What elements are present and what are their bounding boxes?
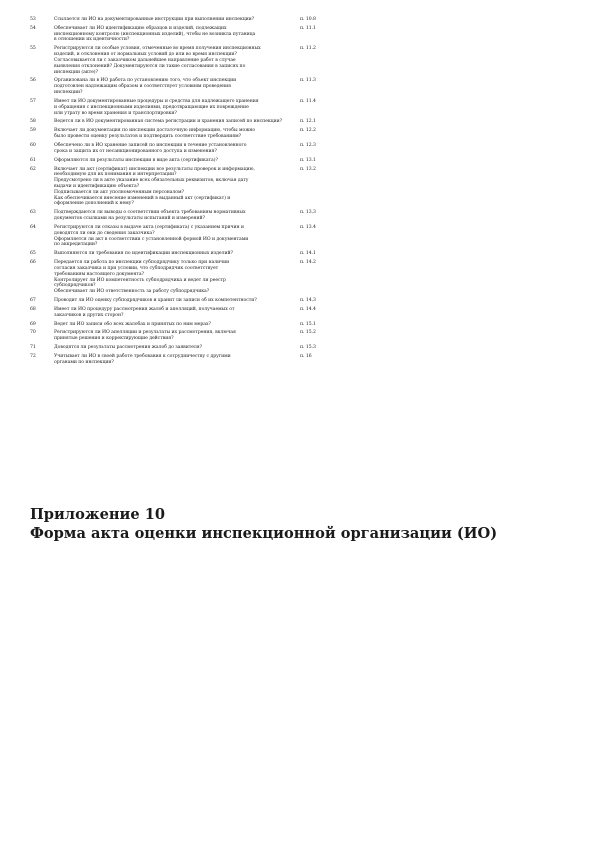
checklist-row — [30, 298, 330, 304]
checklist-row — [30, 210, 330, 222]
row-question: Выполняются ли требования по идентификации инспекционных изделий? — [54, 251, 233, 257]
row-clause-reference: п. 14.1 — [300, 251, 316, 257]
checklist-row — [30, 260, 330, 295]
row-number: 67 — [30, 297, 36, 303]
row-question: Подтверждаются ли выводы о соответствии объекта требованиям нормативных документов ссылками на результаты испытаний и измерений? — [54, 210, 246, 222]
checklist-row — [30, 143, 330, 155]
checklist-row — [30, 158, 330, 164]
row-number: 62 — [30, 166, 36, 172]
row-question: Передается ли работа по инспекции субподрядчику только при наличии согласия заказчика и при условии, что субподрядчик соответствует требованиям настоящего документа? Контролирует ли ИО компетентность субподрядчика и ведет ли реестр субподрядчиков? Обеспечивает ли ИО ответственность за работу субподрядчика? — [54, 260, 230, 295]
row-clause-reference: п. 12.3 — [300, 143, 316, 148]
checklist-row — [30, 46, 330, 75]
row-clause-reference: п. 14.2 — [300, 260, 316, 266]
row-number: 64 — [30, 224, 36, 230]
checklist-row — [30, 251, 330, 257]
row-number: 71 — [30, 345, 36, 351]
row-number: 58 — [30, 119, 36, 125]
row-question: Регистрируются ли отказы в выдаче акта (сертификата) с указанием причин и доводятся ли они до сведения заказчика? Оформляется ли акт в соответствии с установленной формой ИО и документами по аккредитации? — [54, 224, 249, 248]
row-number: 53 — [30, 17, 36, 22]
row-clause-reference: п. 10.8 — [300, 17, 316, 22]
row-number: 61 — [30, 157, 36, 163]
row-question: Включает ли документация по инспекции достаточную информацию, чтобы можно было провести оценку результатов и подтвердить соответствие требованиям? — [54, 128, 256, 140]
row-number: 57 — [30, 98, 36, 104]
row-question: Ведет ли ИО записи обо всех жалобах и принятых по ним мерах? — [54, 321, 211, 327]
row-question: Организована ли в ИО работа по установлению того, что объект инспекции подготовлен надлежащим образом и соответствует условиям проведения инспекции? — [54, 78, 237, 96]
row-clause-reference: п. 11.2 — [300, 46, 316, 52]
row-number: 60 — [30, 143, 36, 148]
row-clause-reference: п. 13.3 — [300, 210, 316, 216]
checklist-row — [30, 128, 330, 140]
row-clause-reference: п. 11.3 — [300, 78, 316, 84]
checklist-row — [30, 99, 330, 116]
row-number: 65 — [30, 251, 36, 257]
row-question: Имеет ли ИО документированные процедуры и средства для надлежащего хранения и обращения с инспекционными изделиями, предотвращающие их повреждение или утрату во время хранения и транспортировки? — [54, 98, 259, 116]
checklist-row — [30, 345, 330, 351]
row-clause-reference: п. 13.4 — [300, 224, 316, 230]
appendix-subtitle: Форма акта оценки инспекционной организации (ИО) — [30, 525, 498, 542]
row-question: Обеспечено ли в ИО хранение записей по инспекции в течение установленного срока и защита их от несанкционированного доступа и изменения? — [54, 143, 247, 154]
row-number: 72 — [30, 354, 36, 360]
row-question: Учитывает ли ИО в своей работе требования к сотрудничеству с другими органами по инспекции? — [54, 354, 231, 365]
row-number: 70 — [30, 330, 36, 336]
checklist-row — [30, 167, 330, 208]
row-clause-reference: п. 13.2 — [300, 166, 316, 172]
checklist-row — [30, 78, 330, 95]
row-clause-reference: п. 15.3 — [300, 345, 316, 351]
row-number: 54 — [30, 25, 36, 31]
row-number: 56 — [30, 78, 36, 84]
row-clause-reference: п. 15.1 — [300, 321, 316, 327]
row-question: Регистрируются ли ИО апелляции и результаты их рассмотрения, включая принятые решения и корректирующие действия? — [54, 330, 236, 342]
checklist-row — [30, 26, 330, 43]
checklist-row — [30, 307, 330, 319]
row-clause-reference: п. 15.2 — [300, 330, 316, 336]
row-clause-reference: п. 14.4 — [300, 306, 316, 312]
row-question: Оформляются ли результаты инспекции в виде акта (сертификата)? — [54, 157, 218, 163]
row-question: Включает ли акт (сертификат) инспекции все результаты проверок и информацию, необходимую для их понимания и интерпретации? Предусмотрено ли в акте указание всех обязательных реквизитов, включая дату выдачи и идентификацию объекта? Подписывается ли акт уполномоченным персоналом? Как обеспечивается внесение изменений в выданный акт (сертификат) и оформление дополнений к нему? — [54, 166, 255, 207]
row-clause-reference: п. 13.1 — [300, 157, 316, 163]
row-question: Обеспечивает ли ИО идентификацию образцов и изделий, подлежащих инспекционному контролю (инспекционных изделий), чтобы не возникла путаница в отношении их идентичности? — [54, 25, 256, 43]
checklist-row — [30, 225, 330, 248]
row-question: Ведется ли в ИО документированная система регистрации и хранения записей по инспекции? — [54, 119, 283, 125]
checklist-table — [30, 17, 330, 369]
checklist-row — [30, 119, 330, 125]
row-question: Ссылается ли ИО на документированные инструкции при выполнении инспекции? — [54, 17, 255, 22]
row-question: Регистрируются ли особые условия, отмеченные во время получения инспекционных изделий, и отклонения от нормальных условий до или во время инспекции? Согласовывается ли с заказчиком дальнейшее направление работ в случае выявления отклонений? Документируются ли такие согласования в записях по инспекции (акте)? — [54, 46, 261, 75]
row-clause-reference: п. 14.3 — [300, 297, 316, 303]
row-clause-reference: п. 11.1 — [300, 25, 316, 31]
appendix-heading — [30, 505, 497, 543]
row-number: 66 — [30, 260, 36, 266]
row-clause-reference: п. 12.1 — [300, 119, 316, 125]
row-question: Проводит ли ИО оценку субподрядчиков и хранит ли записи об их компетентности? — [54, 297, 257, 303]
checklist-row — [30, 330, 330, 342]
checklist-row — [30, 354, 330, 366]
row-clause-reference: п. 16 — [300, 354, 312, 360]
row-number: 68 — [30, 306, 36, 312]
checklist-row — [30, 17, 330, 23]
checklist-row — [30, 322, 330, 328]
row-clause-reference: п. 12.2 — [300, 128, 316, 134]
row-question: Доводятся ли результаты рассмотрения жалоб до заявителя? — [54, 345, 203, 351]
row-number: 55 — [30, 46, 36, 52]
row-number: 59 — [30, 128, 36, 134]
row-question: Имеет ли ИО процедуру рассмотрения жалоб и апелляций, получаемых от заказчиков и других сторон? — [54, 306, 235, 318]
row-clause-reference: п. 11.4 — [300, 98, 316, 104]
row-number: 63 — [30, 210, 36, 216]
appendix-title: Приложение 10 — [30, 506, 166, 523]
row-number: 69 — [30, 321, 36, 327]
